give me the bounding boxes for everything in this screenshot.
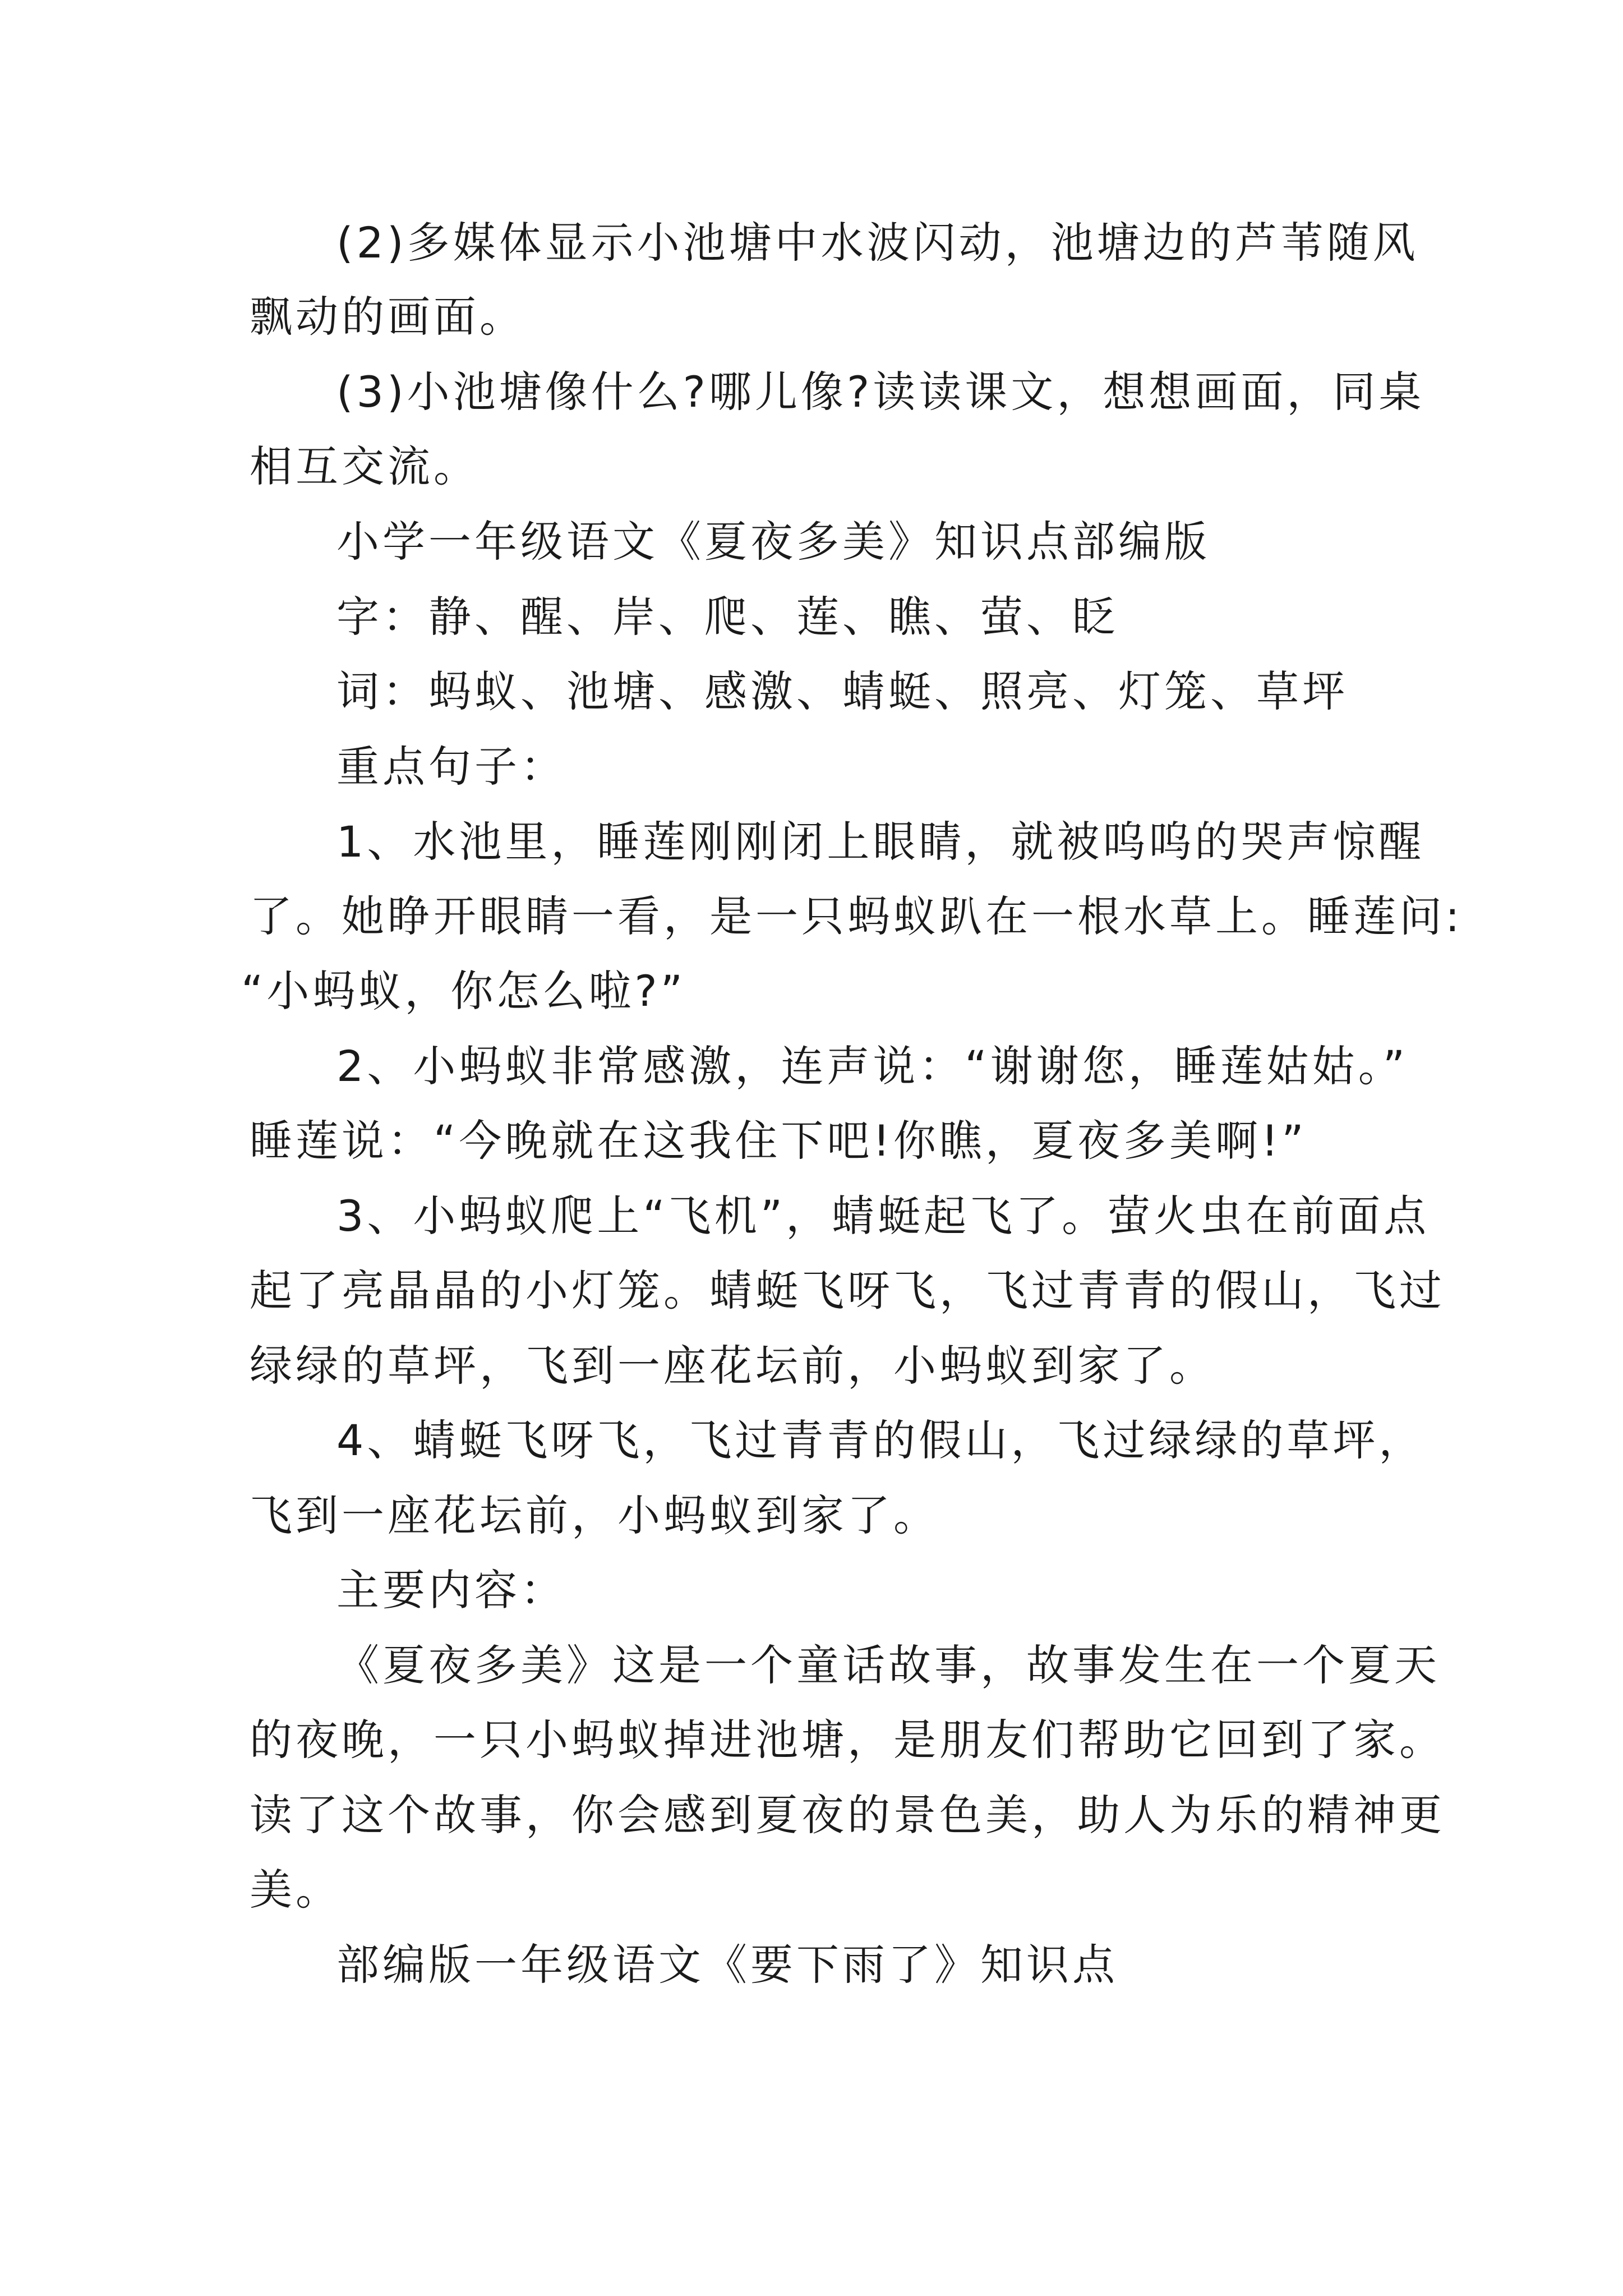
- section-label: 重点句子：: [336, 742, 566, 792]
- paragraph-line: 词：蚂蚁、池塘、感激、蜻蜓、照亮、灯笼、草坪: [336, 666, 1348, 716]
- paragraph-line: 睡莲说：“今晚就在这我住下吧!你瞧，夏夜多美啊!”: [250, 1116, 1307, 1166]
- paragraph-line: 飞到一座花坛前，小蚂蚁到家了。: [250, 1490, 939, 1540]
- section-heading: 小学一年级语文《夏夜多美》知识点部编版: [336, 517, 1210, 567]
- paragraph-line: 《夏夜多美》这是一个童话故事，故事发生在一个夏天: [336, 1640, 1440, 1690]
- paragraph-line: 美。: [250, 1865, 342, 1915]
- paragraph-line: 2、小蚂蚁非常感激，连声说：“谢谢您，睡莲姑姑。”: [336, 1041, 1409, 1091]
- paragraph-line: 绿绿的草坪，飞到一座花坛前，小蚂蚁到家了。: [250, 1341, 1215, 1391]
- paragraph-line: (3)小池塘像什么?哪儿像?读读课文，想想画面，同桌: [336, 367, 1425, 417]
- paragraph-line: 4、蜻蜓飞呀飞，飞过青青的假山，飞过绿绿的草坪，: [336, 1415, 1425, 1465]
- paragraph-line: 的夜晚，一只小蚂蚁掉进池塘，是朋友们帮助它回到了家。: [250, 1715, 1445, 1765]
- paragraph-line: 相互交流。: [250, 441, 479, 491]
- paragraph-line: 3、小蚂蚁爬上“飞机”，蜻蜓起飞了。萤火虫在前面点: [336, 1191, 1430, 1241]
- section-label: 主要内容：: [336, 1565, 566, 1615]
- paragraph-line: 飘动的画面。: [250, 292, 525, 342]
- paragraph-line: “小蚂蚁，你怎么啦?”: [241, 966, 686, 1016]
- paragraph-line: 字：静、醒、岸、爬、莲、瞧、萤、眨: [336, 592, 1118, 642]
- paragraph-line: 1、水池里，睡莲刚刚闭上眼睛，就被呜呜的哭声惊醒: [336, 817, 1425, 867]
- section-heading: 部编版一年级语文《要下雨了》知识点: [336, 1940, 1118, 1990]
- paragraph-line: 起了亮晶晶的小灯笼。蜻蜓飞呀飞，飞过青青的假山，飞过: [250, 1266, 1445, 1315]
- paragraph-line: 读了这个故事，你会感到夏夜的景色美，助人为乐的精神更: [250, 1790, 1445, 1840]
- paragraph-line: (2)多媒体显示小池塘中水波闪动，池塘边的芦苇随风: [336, 218, 1419, 268]
- paragraph-line: 了。她睁开眼睛一看，是一只蚂蚁趴在一根水草上。睡莲问:: [250, 891, 1463, 941]
